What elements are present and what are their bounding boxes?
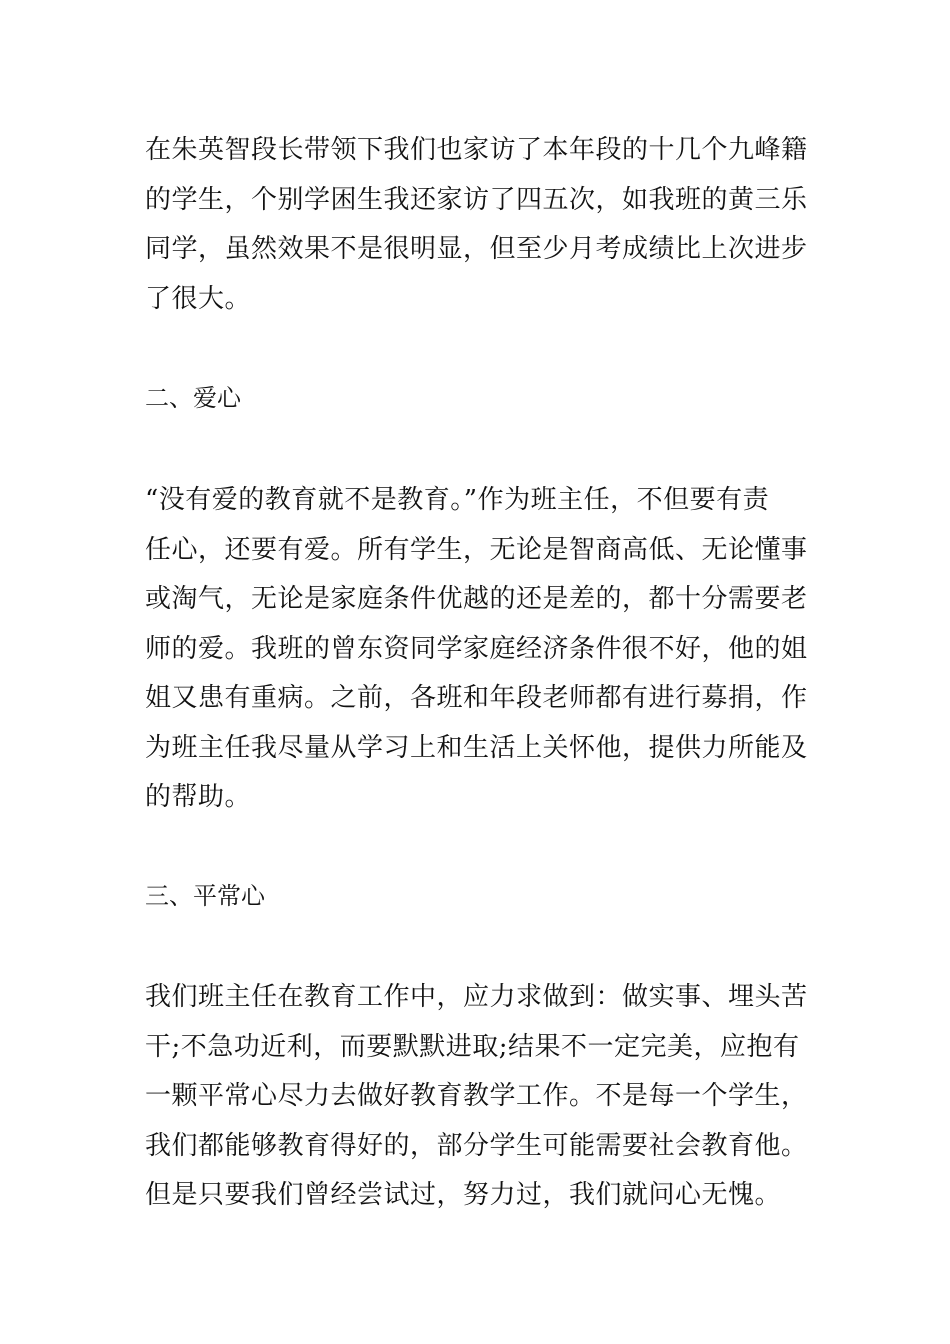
text-line: 的帮助。 xyxy=(145,782,252,812)
text-line: 为班主任我尽量从学习上和生活上关怀他，提供力所能及 xyxy=(145,732,808,763)
text-line: 师的爱。我班的曾东资同学家庭经济条件很不好，他的姐 xyxy=(145,633,808,664)
section-heading-love: 二、爱心 xyxy=(145,384,241,412)
text-line: 任心，还要有爱。所有学生，无论是智商高低、无论懂事 xyxy=(145,534,808,565)
text-line: 了很大。 xyxy=(145,283,252,314)
text-line: 同学，虽然效果不是很明显，但至少月考成绩比上次进步 xyxy=(145,234,808,264)
section-heading-ordinary-heart: 三、平常心 xyxy=(145,882,265,910)
paragraph-ordinary-heart xyxy=(145,973,810,1221)
text-line: 或淘气，无论是家庭条件优越的还是差的，都十分需要老 xyxy=(145,584,808,614)
text-line: 在朱英智段长带领下我们也家访了本年段的十几个九峰籍 xyxy=(145,135,808,165)
paragraph-love xyxy=(145,476,810,823)
text-line: 我们班主任在教育工作中，应力求做到：做实事、埋头苦 xyxy=(145,982,808,1012)
text-line: 一颗平常心尽力去做好教育教学工作。不是每一个学生， xyxy=(145,1081,808,1111)
text-line: 姐又患有重病。之前，各班和年段老师都有进行募捐，作 xyxy=(145,683,808,713)
text-line: 的学生，个别学困生我还家访了四五次，如我班的黄三乐 xyxy=(145,184,808,215)
paragraph-home-visits xyxy=(145,126,810,324)
text-line: 我们都能够教育得好的，部分学生可能需要社会教育他。 xyxy=(145,1130,808,1161)
text-line: “没有爱的教育就不是教育。”作为班主任，不但要有责 xyxy=(145,485,770,515)
text-line: 干;不急功近利，而要默默进取;结果不一定完美，应抱有 xyxy=(145,1031,800,1062)
text-line: 但是只要我们曾经尝试过，努力过，我们就问心无愧。 xyxy=(145,1180,782,1210)
